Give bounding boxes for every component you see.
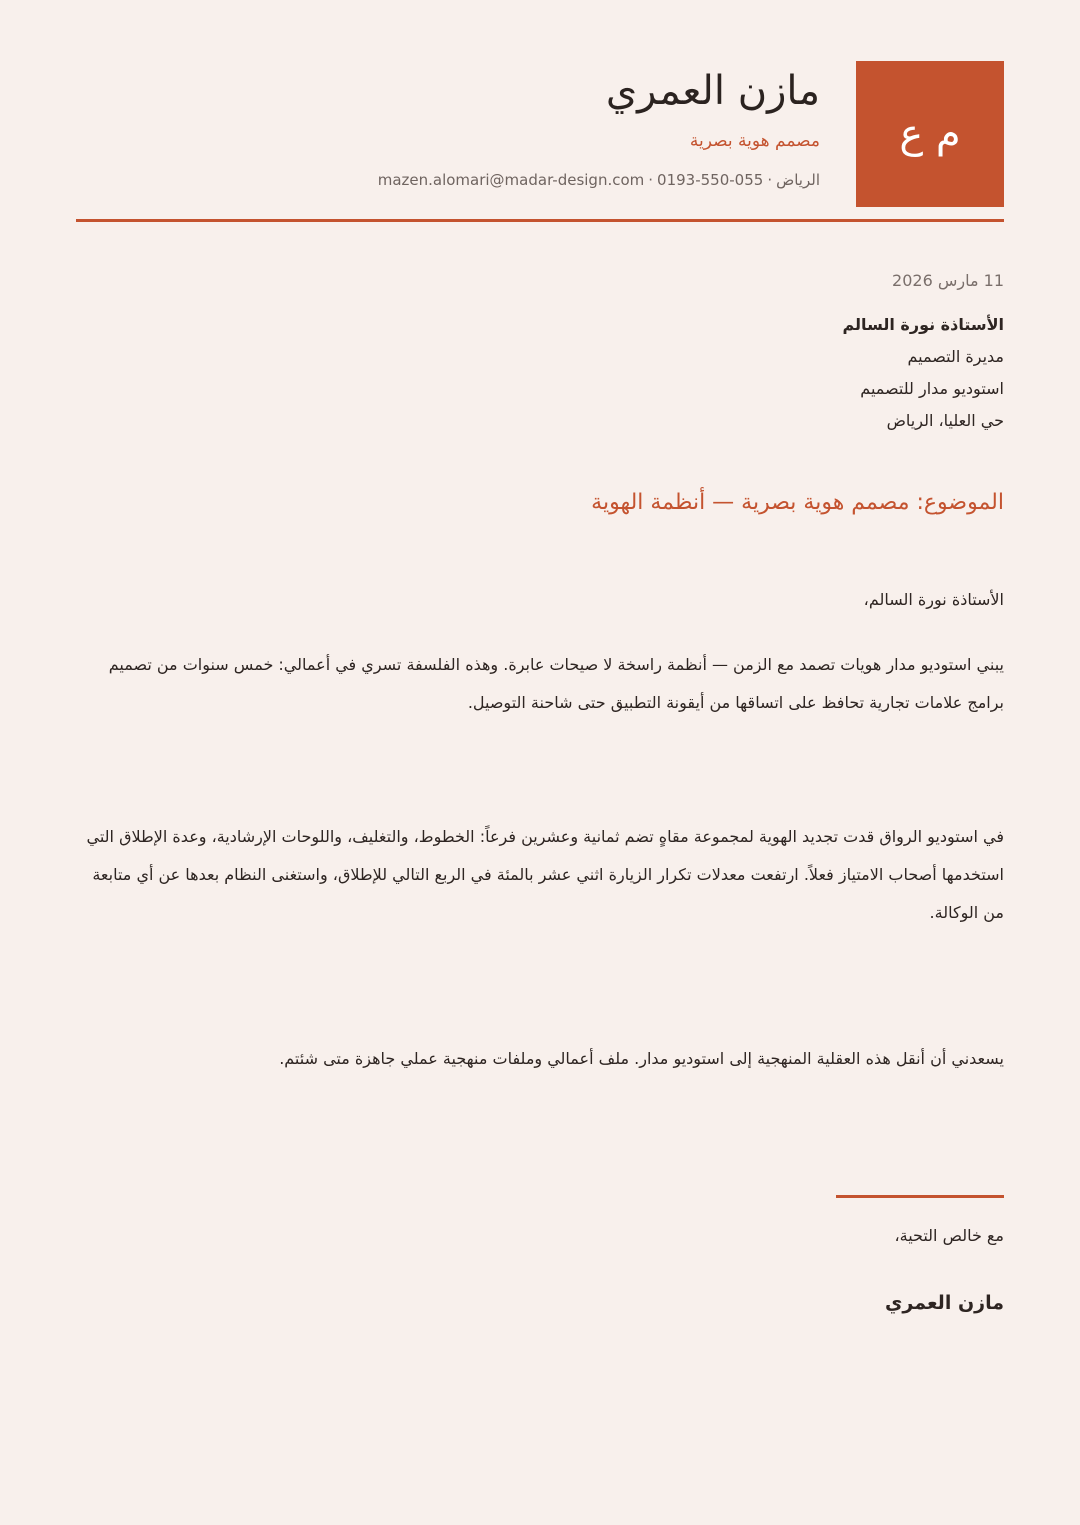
- recipient-block: [843, 312, 1005, 440]
- letter-page: [76, 0, 1004, 1525]
- body-paragraph: في استوديو الرواق قدت تجديد الهوية لمجموعة مقاهٍ تضم ثمانية وعشرين فرعاً: الخطوط، والتغليف، واللوحات الإرشادية، وعدة الإطلاق التي استخدمها أصحاب الامتياز فعلاً. ارتفعت معدلات تكرار الزيارة اثني عشر بالمئة في الربع التالي للإطلاق، واستغنى النظام بعدها عن أي متابعة من الوكالة.: [86, 827, 1004, 922]
- sender-role: مصمم هوية بصرية: [689, 131, 820, 151]
- signature-divider: [836, 1195, 1004, 1198]
- contact-separator: ·: [767, 171, 773, 189]
- body-paragraph: يسعدني أن أنقل هذه العقلية المنهجية إلى استوديو مدار. ملف أعمالي وملفات منهجية عملي جاهزة متى شئتم.: [279, 1049, 1004, 1068]
- contact-phone[interactable]: 0193-550-055: [657, 171, 764, 189]
- contact-city: الرياض: [776, 171, 820, 189]
- letter-date: 11 مارس 2026: [892, 271, 1004, 290]
- closing: مع خالص التحية،: [894, 1226, 1004, 1245]
- recipient-name: الأستاذة نورة السالم: [842, 315, 1004, 334]
- sender-name: مازن العمري: [605, 68, 820, 114]
- recipient-address: حي العليا، الرياض: [886, 411, 1004, 430]
- recipient-title: مديرة التصميم: [907, 347, 1004, 366]
- sender-contact: [378, 171, 820, 189]
- sender-identity: [378, 61, 820, 189]
- signature-name: مازن العمري: [884, 1292, 1004, 1314]
- monogram-logo: م ع: [856, 61, 1004, 207]
- header-divider: [76, 219, 1004, 222]
- letterhead: [76, 61, 1004, 208]
- contact-email[interactable]: mazen.alomari@madar-design.com: [377, 171, 645, 189]
- contact-separator: ·: [648, 171, 654, 189]
- letter-subject: الموضوع: مصمم هوية بصرية — أنظمة الهوية: [591, 490, 1004, 515]
- body-paragraph: يبني استوديو مدار هويات تصمد مع الزمن — أنظمة راسخة لا صيحات عابرة. وهذه الفلسفة تسري في أعمالي: خمس سنوات من تصميم برامج علامات تجارية تحافظ على اتساقها من أيقونة التطبيق حتى شاحنة التوصيل.: [108, 655, 1004, 712]
- recipient-company: استوديو مدار للتصميم: [860, 379, 1004, 398]
- salutation: الأستاذة نورة السالم،: [863, 590, 1004, 609]
